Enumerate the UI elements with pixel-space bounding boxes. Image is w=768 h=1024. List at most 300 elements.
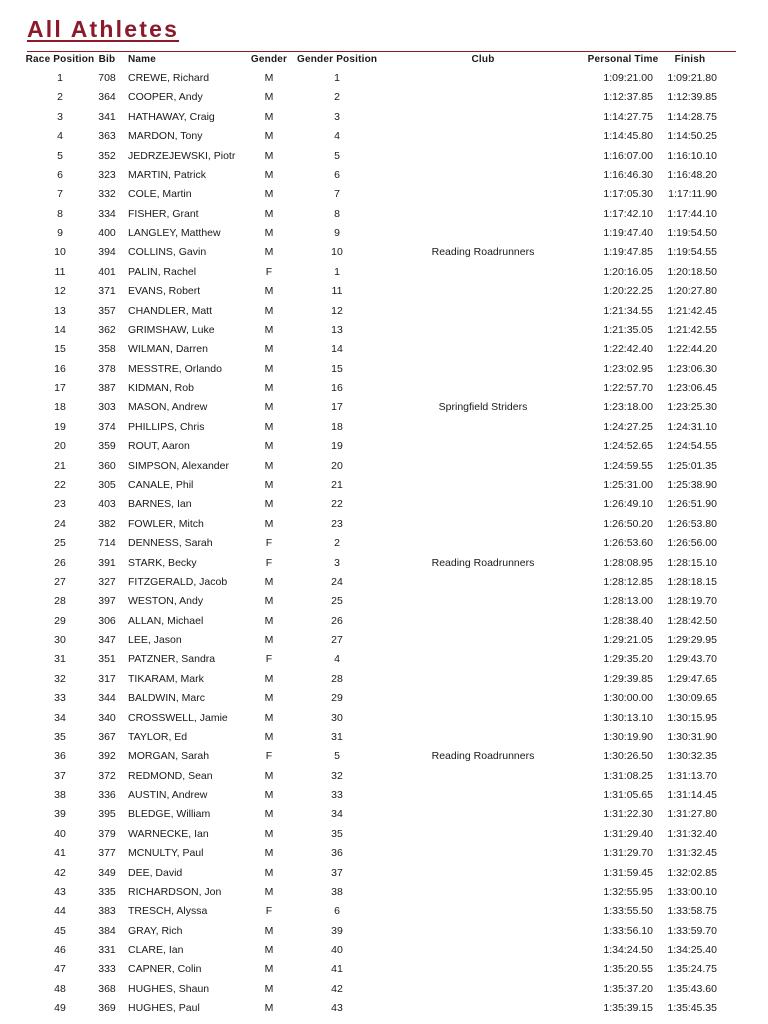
cell-race-position: 3 <box>57 110 63 123</box>
cell-finish: 1:28:15.10 <box>667 556 717 569</box>
cell-bib: 358 <box>98 343 116 356</box>
cell-race-position: 45 <box>54 924 66 937</box>
table-row <box>0 88 768 107</box>
cell-gender-position: 12 <box>331 304 343 317</box>
cell-race-position: 33 <box>54 692 66 705</box>
cell-race-position: 4 <box>57 130 63 143</box>
table-row <box>0 108 768 127</box>
cell-finish: 1:25:38.90 <box>667 478 717 491</box>
cell-bib: 351 <box>98 653 116 666</box>
cell-name: HUGHES, Paul <box>128 1002 200 1015</box>
cell-personal-time: 1:30:19.90 <box>603 730 653 743</box>
cell-personal-time: 1:14:45.80 <box>603 130 653 143</box>
cell-bib: 305 <box>98 478 116 491</box>
table-row <box>0 243 768 262</box>
cell-finish: 1:31:14.45 <box>667 789 717 802</box>
cell-name: MORGAN, Sarah <box>128 750 210 763</box>
cell-gender: F <box>265 556 273 569</box>
cell-gender-position: 6 <box>334 168 340 181</box>
cell-gender-position: 19 <box>331 440 343 453</box>
cell-gender: F <box>265 905 273 918</box>
cell-race-position: 18 <box>54 401 66 414</box>
cell-gender: M <box>264 343 274 356</box>
page-title: All Athletes <box>27 16 180 42</box>
cell-finish: 1:21:42.45 <box>667 304 717 317</box>
cell-gender-position: 39 <box>331 924 343 937</box>
cell-name: ROUT, Aaron <box>128 440 190 453</box>
cell-finish: 1:29:43.70 <box>667 653 717 666</box>
cell-gender: M <box>264 227 274 240</box>
cell-gender-position: 29 <box>331 692 343 705</box>
cell-gender: M <box>264 866 274 879</box>
cell-finish: 1:31:32.40 <box>667 827 717 840</box>
cell-name: MARTIN, Patrick <box>128 168 206 181</box>
cell-race-position: 35 <box>54 730 66 743</box>
table-row <box>0 592 768 611</box>
cell-bib: 347 <box>98 634 116 647</box>
cell-name: FITZGERALD, Jacob <box>128 575 228 588</box>
cell-bib: 369 <box>98 1002 116 1015</box>
cell-finish: 1:20:27.80 <box>667 285 717 298</box>
cell-club: Reading Roadrunners <box>431 750 535 763</box>
cell-finish: 1:35:43.60 <box>667 982 717 995</box>
cell-bib: 344 <box>98 692 116 705</box>
cell-bib: 349 <box>98 866 116 879</box>
cell-gender: M <box>264 789 274 802</box>
cell-name: ALLAN, Michael <box>128 614 204 627</box>
cell-personal-time: 1:29:39.85 <box>603 672 653 685</box>
cell-bib: 333 <box>98 963 116 976</box>
cell-finish: 1:24:31.10 <box>667 420 717 433</box>
cell-personal-time: 1:19:47.40 <box>603 227 653 240</box>
cell-personal-time: 1:23:18.00 <box>603 401 653 414</box>
cell-gender-position: 32 <box>331 769 343 782</box>
cell-club: Springfield Striders <box>438 401 528 414</box>
cell-gender-position: 21 <box>331 478 343 491</box>
cell-gender: M <box>264 498 274 511</box>
cell-gender-position: 42 <box>331 982 343 995</box>
cell-personal-time: 1:31:59.45 <box>603 866 653 879</box>
table-row <box>0 747 768 766</box>
cell-gender: M <box>264 808 274 821</box>
cell-race-position: 7 <box>57 188 63 201</box>
table-row <box>0 515 768 534</box>
cell-bib: 360 <box>98 459 116 472</box>
cell-personal-time: 1:14:27.75 <box>603 110 653 123</box>
cell-personal-time: 1:29:35.20 <box>603 653 653 666</box>
cell-bib: 400 <box>98 227 116 240</box>
cell-gender: M <box>264 110 274 123</box>
cell-personal-time: 1:24:52.65 <box>603 440 653 453</box>
cell-finish: 1:25:01.35 <box>667 459 717 472</box>
table-row <box>0 825 768 844</box>
cell-race-position: 46 <box>54 944 66 957</box>
cell-finish: 1:22:44.20 <box>667 343 717 356</box>
cell-finish: 1:26:53.80 <box>667 517 717 530</box>
cell-name: WARNECKE, Ian <box>128 827 209 840</box>
cell-gender-position: 16 <box>331 382 343 395</box>
cell-name: FOWLER, Mitch <box>128 517 204 530</box>
table-header <box>0 50 768 69</box>
cell-name: MCNULTY, Paul <box>128 847 204 860</box>
cell-gender: M <box>264 885 274 898</box>
cell-gender-position: 5 <box>334 750 340 763</box>
cell-personal-time: 1:26:49.10 <box>603 498 653 511</box>
cell-gender: M <box>264 478 274 491</box>
cell-name: BARNES, Ian <box>128 498 192 511</box>
cell-name: FISHER, Grant <box>128 207 199 220</box>
cell-race-position: 5 <box>57 149 63 162</box>
header-personal-time: Personal Time <box>587 54 659 65</box>
table-row <box>0 398 768 417</box>
cell-name: KIDMAN, Rob <box>128 382 194 395</box>
cell-personal-time: 1:29:21.05 <box>603 634 653 647</box>
cell-name: CROSSWELL, Jamie <box>128 711 228 724</box>
cell-name: TRESCH, Alyssa <box>128 905 208 918</box>
cell-finish: 1:28:19.70 <box>667 595 717 608</box>
table-row <box>0 728 768 747</box>
cell-race-position: 17 <box>54 382 66 395</box>
cell-personal-time: 1:31:08.25 <box>603 769 653 782</box>
cell-bib: 401 <box>98 265 116 278</box>
cell-finish: 1:23:06.45 <box>667 382 717 395</box>
table-row <box>0 960 768 979</box>
table-row <box>0 864 768 883</box>
cell-gender: M <box>264 130 274 143</box>
table-row <box>0 166 768 185</box>
cell-race-position: 13 <box>54 304 66 317</box>
cell-bib: 391 <box>98 556 116 569</box>
cell-bib: 306 <box>98 614 116 627</box>
table-row <box>0 999 768 1018</box>
cell-personal-time: 1:24:27.25 <box>603 420 653 433</box>
cell-name: GRIMSHAW, Luke <box>128 323 215 336</box>
cell-finish: 1:19:54.50 <box>667 227 717 240</box>
cell-personal-time: 1:17:05.30 <box>603 188 653 201</box>
cell-finish: 1:14:50.25 <box>667 130 717 143</box>
cell-gender: M <box>264 440 274 453</box>
cell-gender: M <box>264 634 274 647</box>
table-row <box>0 437 768 456</box>
cell-gender-position: 37 <box>331 866 343 879</box>
cell-bib: 340 <box>98 711 116 724</box>
table-row <box>0 941 768 960</box>
cell-bib: 336 <box>98 789 116 802</box>
cell-gender-position: 4 <box>334 130 340 143</box>
cell-gender-position: 9 <box>334 227 340 240</box>
table-row <box>0 147 768 166</box>
table-row <box>0 709 768 728</box>
cell-race-position: 27 <box>54 575 66 588</box>
cell-name: PHILLIPS, Chris <box>128 420 205 433</box>
cell-finish: 1:23:25.30 <box>667 401 717 414</box>
table-row <box>0 612 768 631</box>
cell-race-position: 19 <box>54 420 66 433</box>
cell-finish: 1:31:32.45 <box>667 847 717 860</box>
cell-bib: 394 <box>98 246 116 259</box>
table-row <box>0 224 768 243</box>
cell-bib: 352 <box>98 149 116 162</box>
cell-finish: 1:29:29.95 <box>667 634 717 647</box>
cell-finish: 1:34:25.40 <box>667 944 717 957</box>
cell-name: GRAY, Rich <box>128 924 183 937</box>
header-race-position: Race Position <box>25 54 95 65</box>
cell-gender-position: 20 <box>331 459 343 472</box>
cell-gender-position: 38 <box>331 885 343 898</box>
cell-gender-position: 6 <box>334 905 340 918</box>
cell-personal-time: 1:26:53.60 <box>603 537 653 550</box>
cell-gender: M <box>264 382 274 395</box>
cell-gender: F <box>265 537 273 550</box>
cell-race-position: 38 <box>54 789 66 802</box>
table-row <box>0 127 768 146</box>
cell-name: HUGHES, Shaun <box>128 982 210 995</box>
cell-personal-time: 1:22:57.70 <box>603 382 653 395</box>
table-row <box>0 185 768 204</box>
cell-name: WESTON, Andy <box>128 595 204 608</box>
cell-race-position: 2 <box>57 91 63 104</box>
cell-name: WILMAN, Darren <box>128 343 208 356</box>
cell-gender-position: 5 <box>334 149 340 162</box>
cell-club: Reading Roadrunners <box>431 556 535 569</box>
cell-gender-position: 17 <box>331 401 343 414</box>
cell-finish: 1:16:48.20 <box>667 168 717 181</box>
header-bib: Bib <box>98 54 116 65</box>
cell-name: TIKARAM, Mark <box>128 672 204 685</box>
cell-gender-position: 41 <box>331 963 343 976</box>
cell-race-position: 12 <box>54 285 66 298</box>
cell-personal-time: 1:17:42.10 <box>603 207 653 220</box>
cell-finish: 1:30:09.65 <box>667 692 717 705</box>
cell-gender: M <box>264 246 274 259</box>
table-row <box>0 573 768 592</box>
cell-race-position: 16 <box>54 362 66 375</box>
cell-bib: 367 <box>98 730 116 743</box>
cell-finish: 1:21:42.55 <box>667 323 717 336</box>
cell-personal-time: 1:33:56.10 <box>603 924 653 937</box>
cell-finish: 1:35:24.75 <box>667 963 717 976</box>
table-row <box>0 205 768 224</box>
cell-personal-time: 1:25:31.00 <box>603 478 653 491</box>
cell-gender: M <box>264 924 274 937</box>
cell-name: SIMPSON, Alexander <box>128 459 229 472</box>
cell-personal-time: 1:34:24.50 <box>603 944 653 957</box>
cell-race-position: 43 <box>54 885 66 898</box>
table-row <box>0 457 768 476</box>
table-row <box>0 69 768 88</box>
cell-personal-time: 1:26:50.20 <box>603 517 653 530</box>
cell-bib: 317 <box>98 672 116 685</box>
cell-bib: 341 <box>98 110 116 123</box>
cell-gender-position: 28 <box>331 672 343 685</box>
cell-race-position: 29 <box>54 614 66 627</box>
cell-gender: M <box>264 72 274 84</box>
cell-bib: 397 <box>98 595 116 608</box>
cell-race-position: 30 <box>54 634 66 647</box>
cell-bib: 708 <box>98 72 116 84</box>
cell-finish: 1:29:47.65 <box>667 672 717 685</box>
cell-gender-position: 40 <box>331 944 343 957</box>
cell-finish: 1:30:15.95 <box>667 711 717 724</box>
cell-bib: 392 <box>98 750 116 763</box>
table-row <box>0 263 768 282</box>
cell-name: COLLINS, Gavin <box>128 246 207 259</box>
cell-name: CREWE, Richard <box>128 72 210 84</box>
cell-race-position: 42 <box>54 866 66 879</box>
cell-race-position: 24 <box>54 517 66 530</box>
cell-race-position: 23 <box>54 498 66 511</box>
table-row <box>0 980 768 999</box>
cell-race-position: 1 <box>57 72 63 84</box>
cell-gender-position: 11 <box>331 285 343 298</box>
cell-bib: 331 <box>98 944 116 957</box>
cell-gender-position: 3 <box>334 110 340 123</box>
cell-personal-time: 1:23:02.95 <box>603 362 653 375</box>
cell-personal-time: 1:31:29.70 <box>603 847 653 860</box>
cell-gender: M <box>264 91 274 104</box>
cell-finish: 1:16:10.10 <box>667 149 717 162</box>
cell-personal-time: 1:16:46.30 <box>603 168 653 181</box>
cell-bib: 334 <box>98 207 116 220</box>
cell-bib: 357 <box>98 304 116 317</box>
cell-bib: 363 <box>98 130 116 143</box>
cell-race-position: 11 <box>54 265 66 278</box>
cell-finish: 1:33:58.75 <box>667 905 717 918</box>
cell-name: MASON, Andrew <box>128 401 208 414</box>
cell-name: CLARE, Ian <box>128 944 184 957</box>
cell-gender: M <box>264 168 274 181</box>
cell-personal-time: 1:31:22.30 <box>603 808 653 821</box>
cell-finish: 1:33:00.10 <box>667 885 717 898</box>
cell-finish: 1:35:45.35 <box>667 1002 717 1015</box>
table-row <box>0 844 768 863</box>
cell-name: DEE, David <box>128 866 183 879</box>
table-row <box>0 650 768 669</box>
cell-gender-position: 1 <box>334 265 340 278</box>
cell-bib: 303 <box>98 401 116 414</box>
cell-gender: M <box>264 711 274 724</box>
cell-race-position: 25 <box>54 537 66 550</box>
cell-bib: 714 <box>98 537 116 550</box>
table-row <box>0 321 768 340</box>
cell-gender: M <box>264 769 274 782</box>
cell-gender-position: 43 <box>331 1002 343 1015</box>
cell-name: RICHARDSON, Jon <box>128 885 222 898</box>
cell-personal-time: 1:28:12.85 <box>603 575 653 588</box>
header-club: Club <box>471 54 495 65</box>
cell-bib: 359 <box>98 440 116 453</box>
table-row <box>0 631 768 650</box>
cell-personal-time: 1:21:34.55 <box>603 304 653 317</box>
cell-race-position: 48 <box>54 982 66 995</box>
cell-gender: M <box>264 1002 274 1015</box>
cell-personal-time: 1:28:13.00 <box>603 595 653 608</box>
cell-gender: M <box>264 614 274 627</box>
table-row <box>0 476 768 495</box>
cell-finish: 1:30:31.90 <box>667 730 717 743</box>
table-row <box>0 282 768 301</box>
cell-race-position: 21 <box>54 459 66 472</box>
cell-personal-time: 1:30:26.50 <box>603 750 653 763</box>
table-row <box>0 495 768 514</box>
table-row <box>0 902 768 921</box>
cell-gender: M <box>264 149 274 162</box>
cell-personal-time: 1:30:13.10 <box>603 711 653 724</box>
header-name: Name <box>128 54 157 65</box>
header-finish: Finish <box>674 54 706 65</box>
cell-bib: 332 <box>98 188 116 201</box>
cell-race-position: 14 <box>54 323 66 336</box>
cell-finish: 1:23:06.30 <box>667 362 717 375</box>
cell-gender-position: 4 <box>334 653 340 666</box>
cell-bib: 403 <box>98 498 116 511</box>
cell-finish: 1:28:18.15 <box>667 575 717 588</box>
cell-personal-time: 1:12:37.85 <box>603 91 653 104</box>
cell-personal-time: 1:24:59.55 <box>603 459 653 472</box>
cell-name: LANGLEY, Matthew <box>128 227 221 240</box>
cell-bib: 327 <box>98 575 116 588</box>
cell-race-position: 39 <box>54 808 66 821</box>
cell-personal-time: 1:30:00.00 <box>603 692 653 705</box>
table-row <box>0 340 768 359</box>
cell-finish: 1:17:11.90 <box>668 188 717 201</box>
table-row <box>0 360 768 379</box>
cell-gender-position: 2 <box>334 537 340 550</box>
cell-race-position: 10 <box>54 246 66 259</box>
cell-gender-position: 8 <box>334 207 340 220</box>
cell-name: LEE, Jason <box>128 634 182 647</box>
cell-gender: M <box>264 847 274 860</box>
cell-personal-time: 1:35:39.15 <box>603 1002 653 1015</box>
table-row <box>0 379 768 398</box>
cell-gender-position: 24 <box>331 575 343 588</box>
cell-personal-time: 1:20:22.25 <box>603 285 653 298</box>
cell-gender: F <box>265 653 273 666</box>
table-row <box>0 786 768 805</box>
cell-name: PALIN, Rachel <box>128 265 197 278</box>
cell-gender: M <box>264 944 274 957</box>
table-row <box>0 554 768 573</box>
cell-race-position: 20 <box>54 440 66 453</box>
cell-finish: 1:33:59.70 <box>667 924 717 937</box>
cell-name: BLEDGE, William <box>128 808 211 821</box>
cell-gender: M <box>264 323 274 336</box>
cell-gender-position: 7 <box>334 188 340 201</box>
cell-gender-position: 3 <box>334 556 340 569</box>
cell-race-position: 47 <box>54 963 66 976</box>
cell-personal-time: 1:19:47.85 <box>603 246 653 259</box>
cell-bib: 323 <box>98 168 116 181</box>
header-gender-position: Gender Position <box>297 54 378 65</box>
cell-finish: 1:24:54.55 <box>667 440 717 453</box>
cell-name: AUSTIN, Andrew <box>128 789 208 802</box>
table-row <box>0 418 768 437</box>
cell-gender-position: 27 <box>331 634 343 647</box>
cell-gender: M <box>264 963 274 976</box>
cell-bib: 383 <box>98 905 116 918</box>
cell-finish: 1:12:39.85 <box>667 91 717 104</box>
table-row <box>0 805 768 824</box>
cell-finish: 1:20:18.50 <box>667 265 717 278</box>
cell-gender-position: 22 <box>331 498 343 511</box>
cell-name: JEDRZEJEWSKI, Piotr <box>128 149 236 162</box>
cell-name: EVANS, Robert <box>128 285 201 298</box>
cell-finish: 1:26:56.00 <box>667 537 717 550</box>
cell-race-position: 15 <box>54 343 66 356</box>
cell-bib: 362 <box>98 323 116 336</box>
cell-personal-time: 1:35:20.55 <box>603 963 653 976</box>
cell-race-position: 41 <box>54 847 66 860</box>
